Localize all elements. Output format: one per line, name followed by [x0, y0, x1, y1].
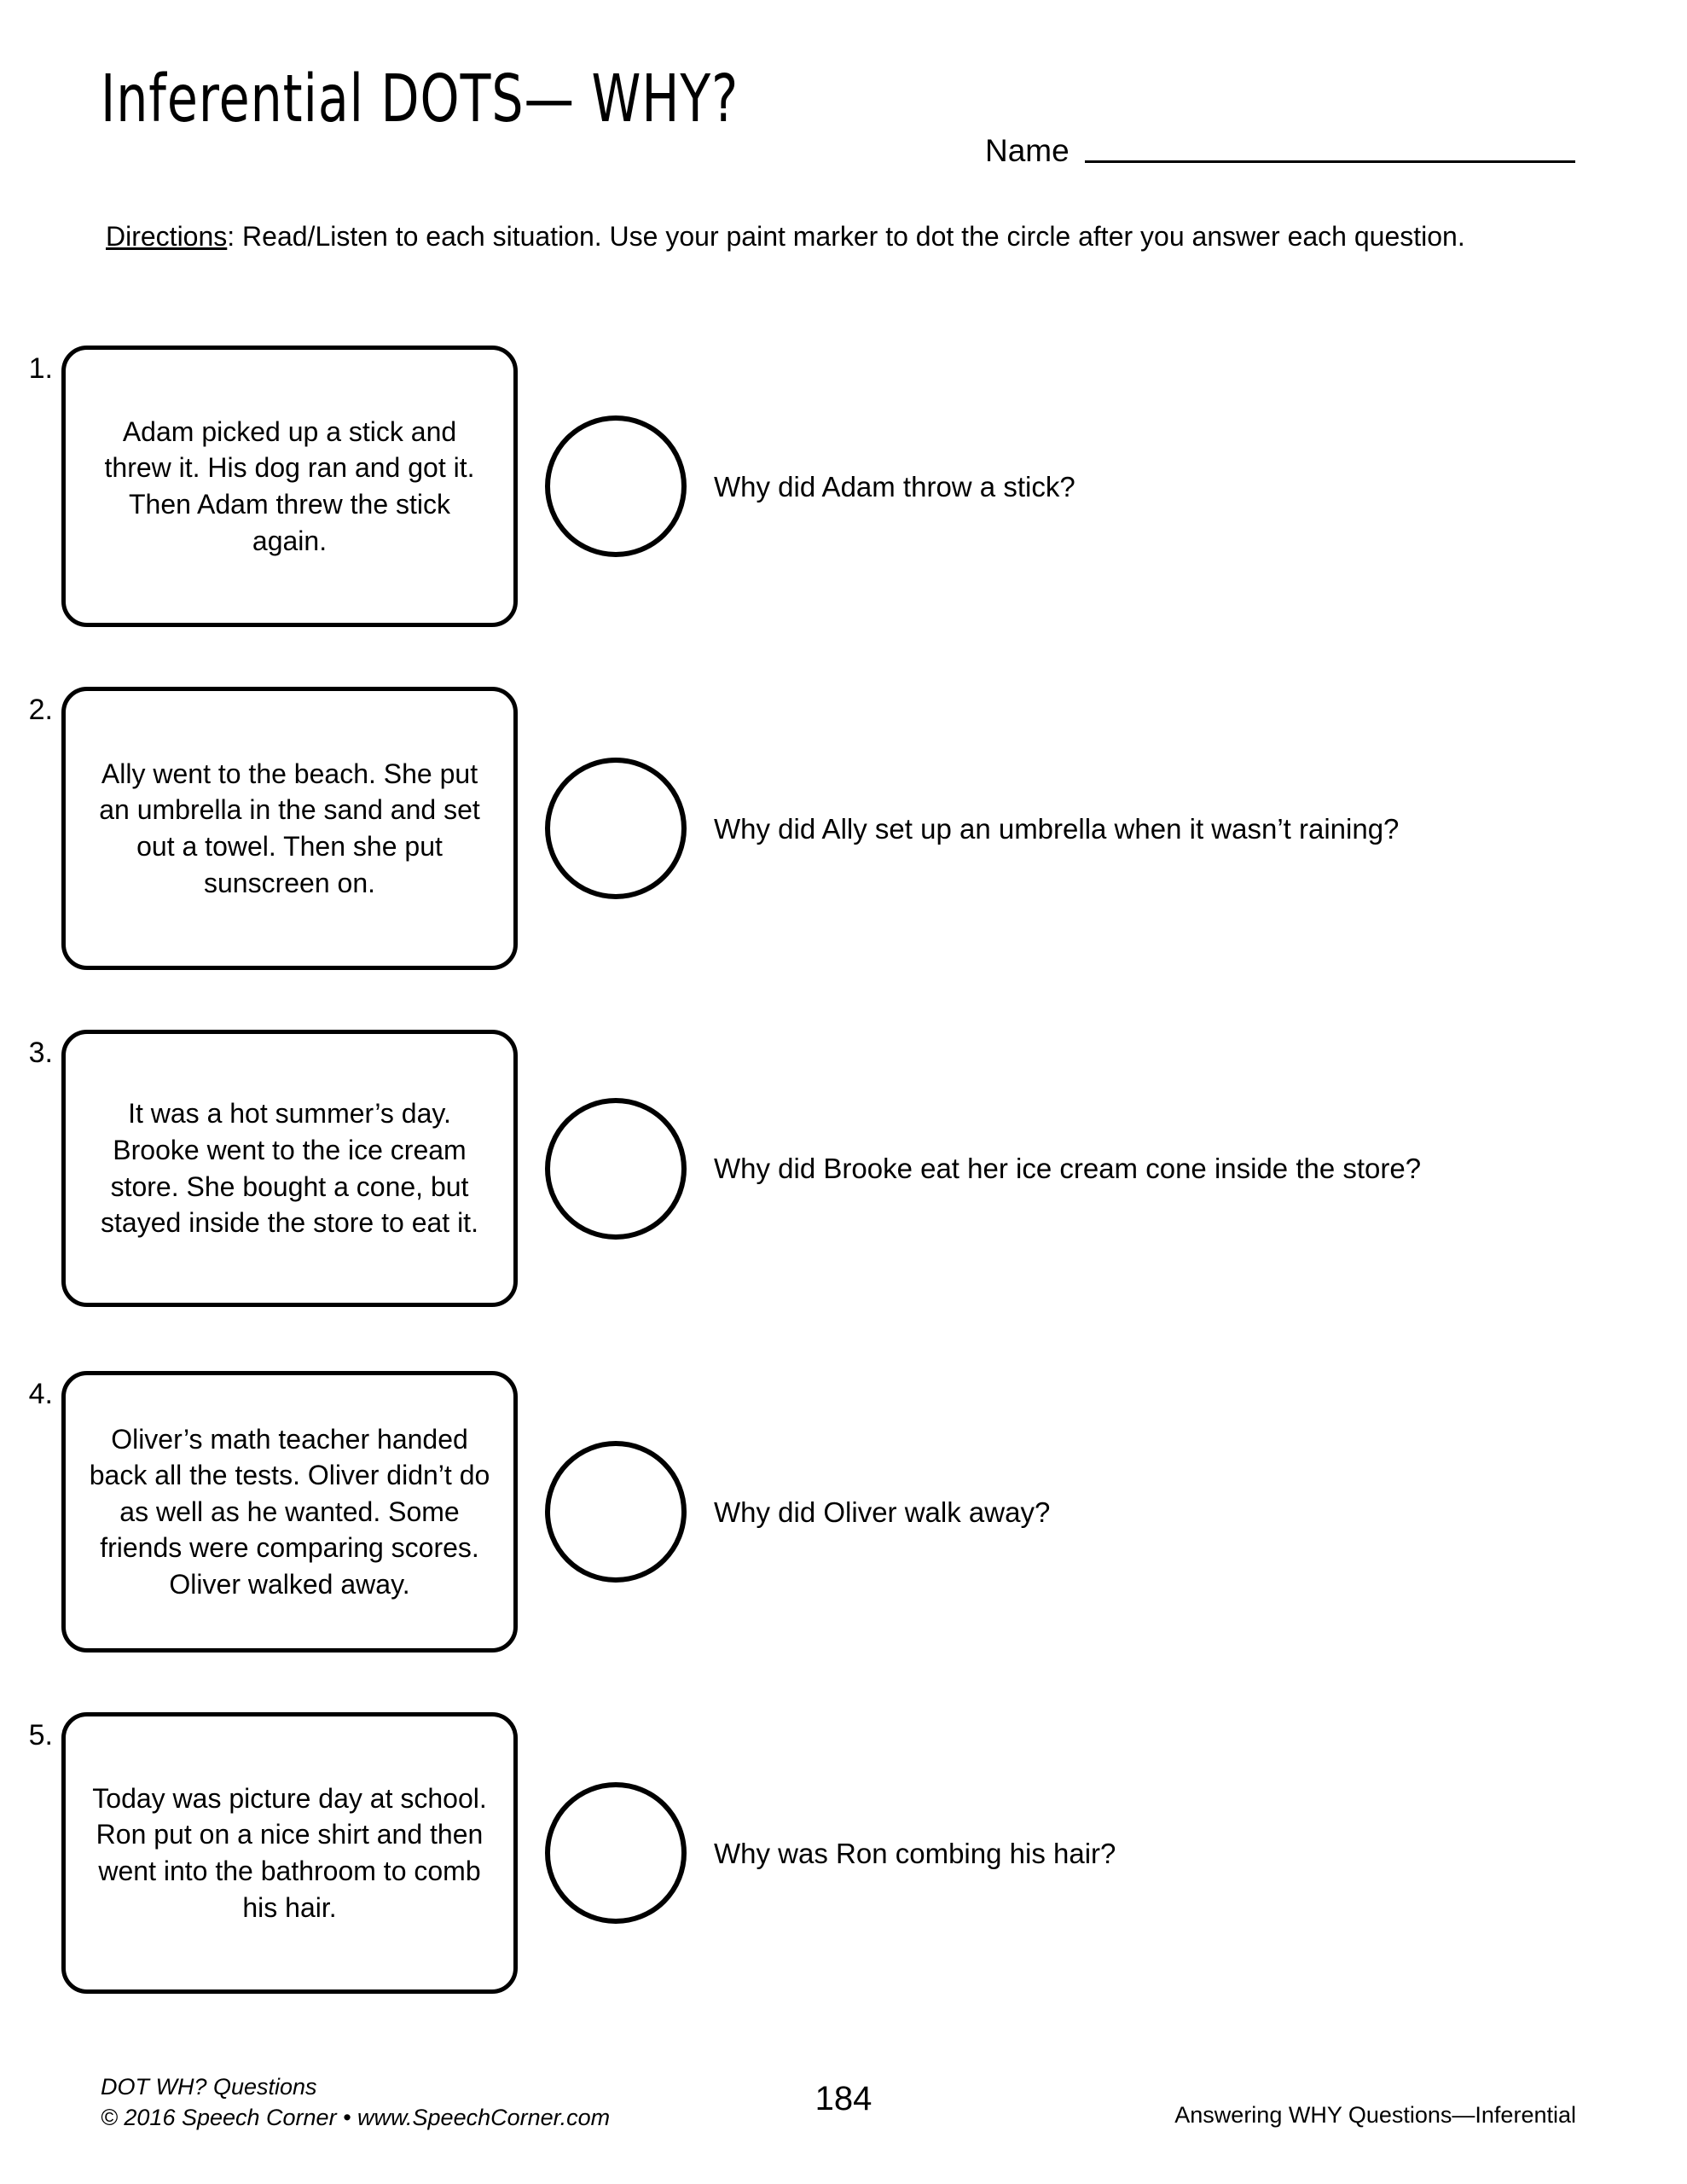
dot-circle[interactable]: [545, 1098, 687, 1240]
page-header: [0, 0, 1687, 171]
item-number: 3.: [28, 1037, 53, 1069]
directions-label: Directions: [106, 221, 228, 252]
item-body: [61, 1712, 1687, 1994]
list-item: [0, 1371, 1687, 1712]
situation-box: It was a hot summer’s day. Brooke went to the ice cream store. She bought a cone, but stayed inside the store to eat it.: [61, 1030, 518, 1307]
situation-box: Oliver’s math teacher handed back all the tests. Oliver didn’t do as well as he wanted. Some friends were comparing scores. Oliver walked away.: [61, 1371, 518, 1653]
situation-box: Adam picked up a stick and threw it. His dog ran and got it. Then Adam threw the stick again.: [61, 346, 518, 627]
item-body: [61, 687, 1687, 970]
dot-circle[interactable]: [545, 415, 687, 557]
dot-circle-wrap: [518, 1441, 714, 1583]
dot-circle-wrap: [518, 1098, 714, 1240]
item-number: 5.: [28, 1719, 53, 1751]
dot-circle-wrap: [518, 1782, 714, 1924]
list-item: [0, 1030, 1687, 1371]
question-text: Why did Brooke eat her ice cream cone inside the store?: [714, 1153, 1422, 1185]
dot-circle[interactable]: [545, 1782, 687, 1924]
item-number: 1.: [28, 352, 53, 385]
item-number: 2.: [28, 694, 53, 726]
directions: [106, 218, 1513, 255]
dot-circle-wrap: [518, 415, 714, 557]
item-number: 4.: [28, 1378, 53, 1410]
name-write-line[interactable]: [1085, 160, 1575, 163]
situation-box: Today was picture day at school. Ron put on a nice shirt and then went into the bathroom to comb his hair.: [61, 1712, 518, 1994]
question-text: Why did Ally set up an umbrella when it wasn’t raining?: [714, 812, 1400, 845]
situation-box: Ally went to the beach. She put an umbrella in the sand and set out a towel. Then she put sunscreen on.: [61, 687, 518, 970]
question-text: Why was Ron combing his hair?: [714, 1837, 1116, 1869]
list-item: [0, 687, 1687, 1030]
page-footer: [0, 2071, 1687, 2148]
dot-circle[interactable]: [545, 758, 687, 899]
item-body: [61, 1371, 1687, 1653]
question-text: Why did Oliver walk away?: [714, 1496, 1051, 1528]
question-text: Why did Adam throw a stick?: [714, 470, 1075, 502]
list-item: [0, 346, 1687, 687]
name-label: Name: [985, 133, 1070, 168]
dot-circle[interactable]: [545, 1441, 687, 1583]
list-item: [0, 1712, 1687, 2036]
directions-text: : Read/Listen to each situation. Use your paint marker to dot the circle after you answer each question.: [227, 221, 1465, 252]
name-field-block: [985, 135, 1575, 170]
footer-credit-line2: © 2016 Speech Corner • www.SpeechCorner.com: [101, 2105, 611, 2131]
page-number: 184: [815, 2080, 872, 2117]
page-title: Inferential DOTS— WHY?: [101, 61, 739, 137]
items-list: [0, 346, 1687, 2036]
footer-credit-line1: DOT WH? Questions: [101, 2074, 317, 2100]
footer-section-label: Answering WHY Questions—Inferential: [1174, 2102, 1576, 2128]
item-body: [61, 1030, 1687, 1307]
item-body: [61, 346, 1687, 627]
dot-circle-wrap: [518, 758, 714, 899]
